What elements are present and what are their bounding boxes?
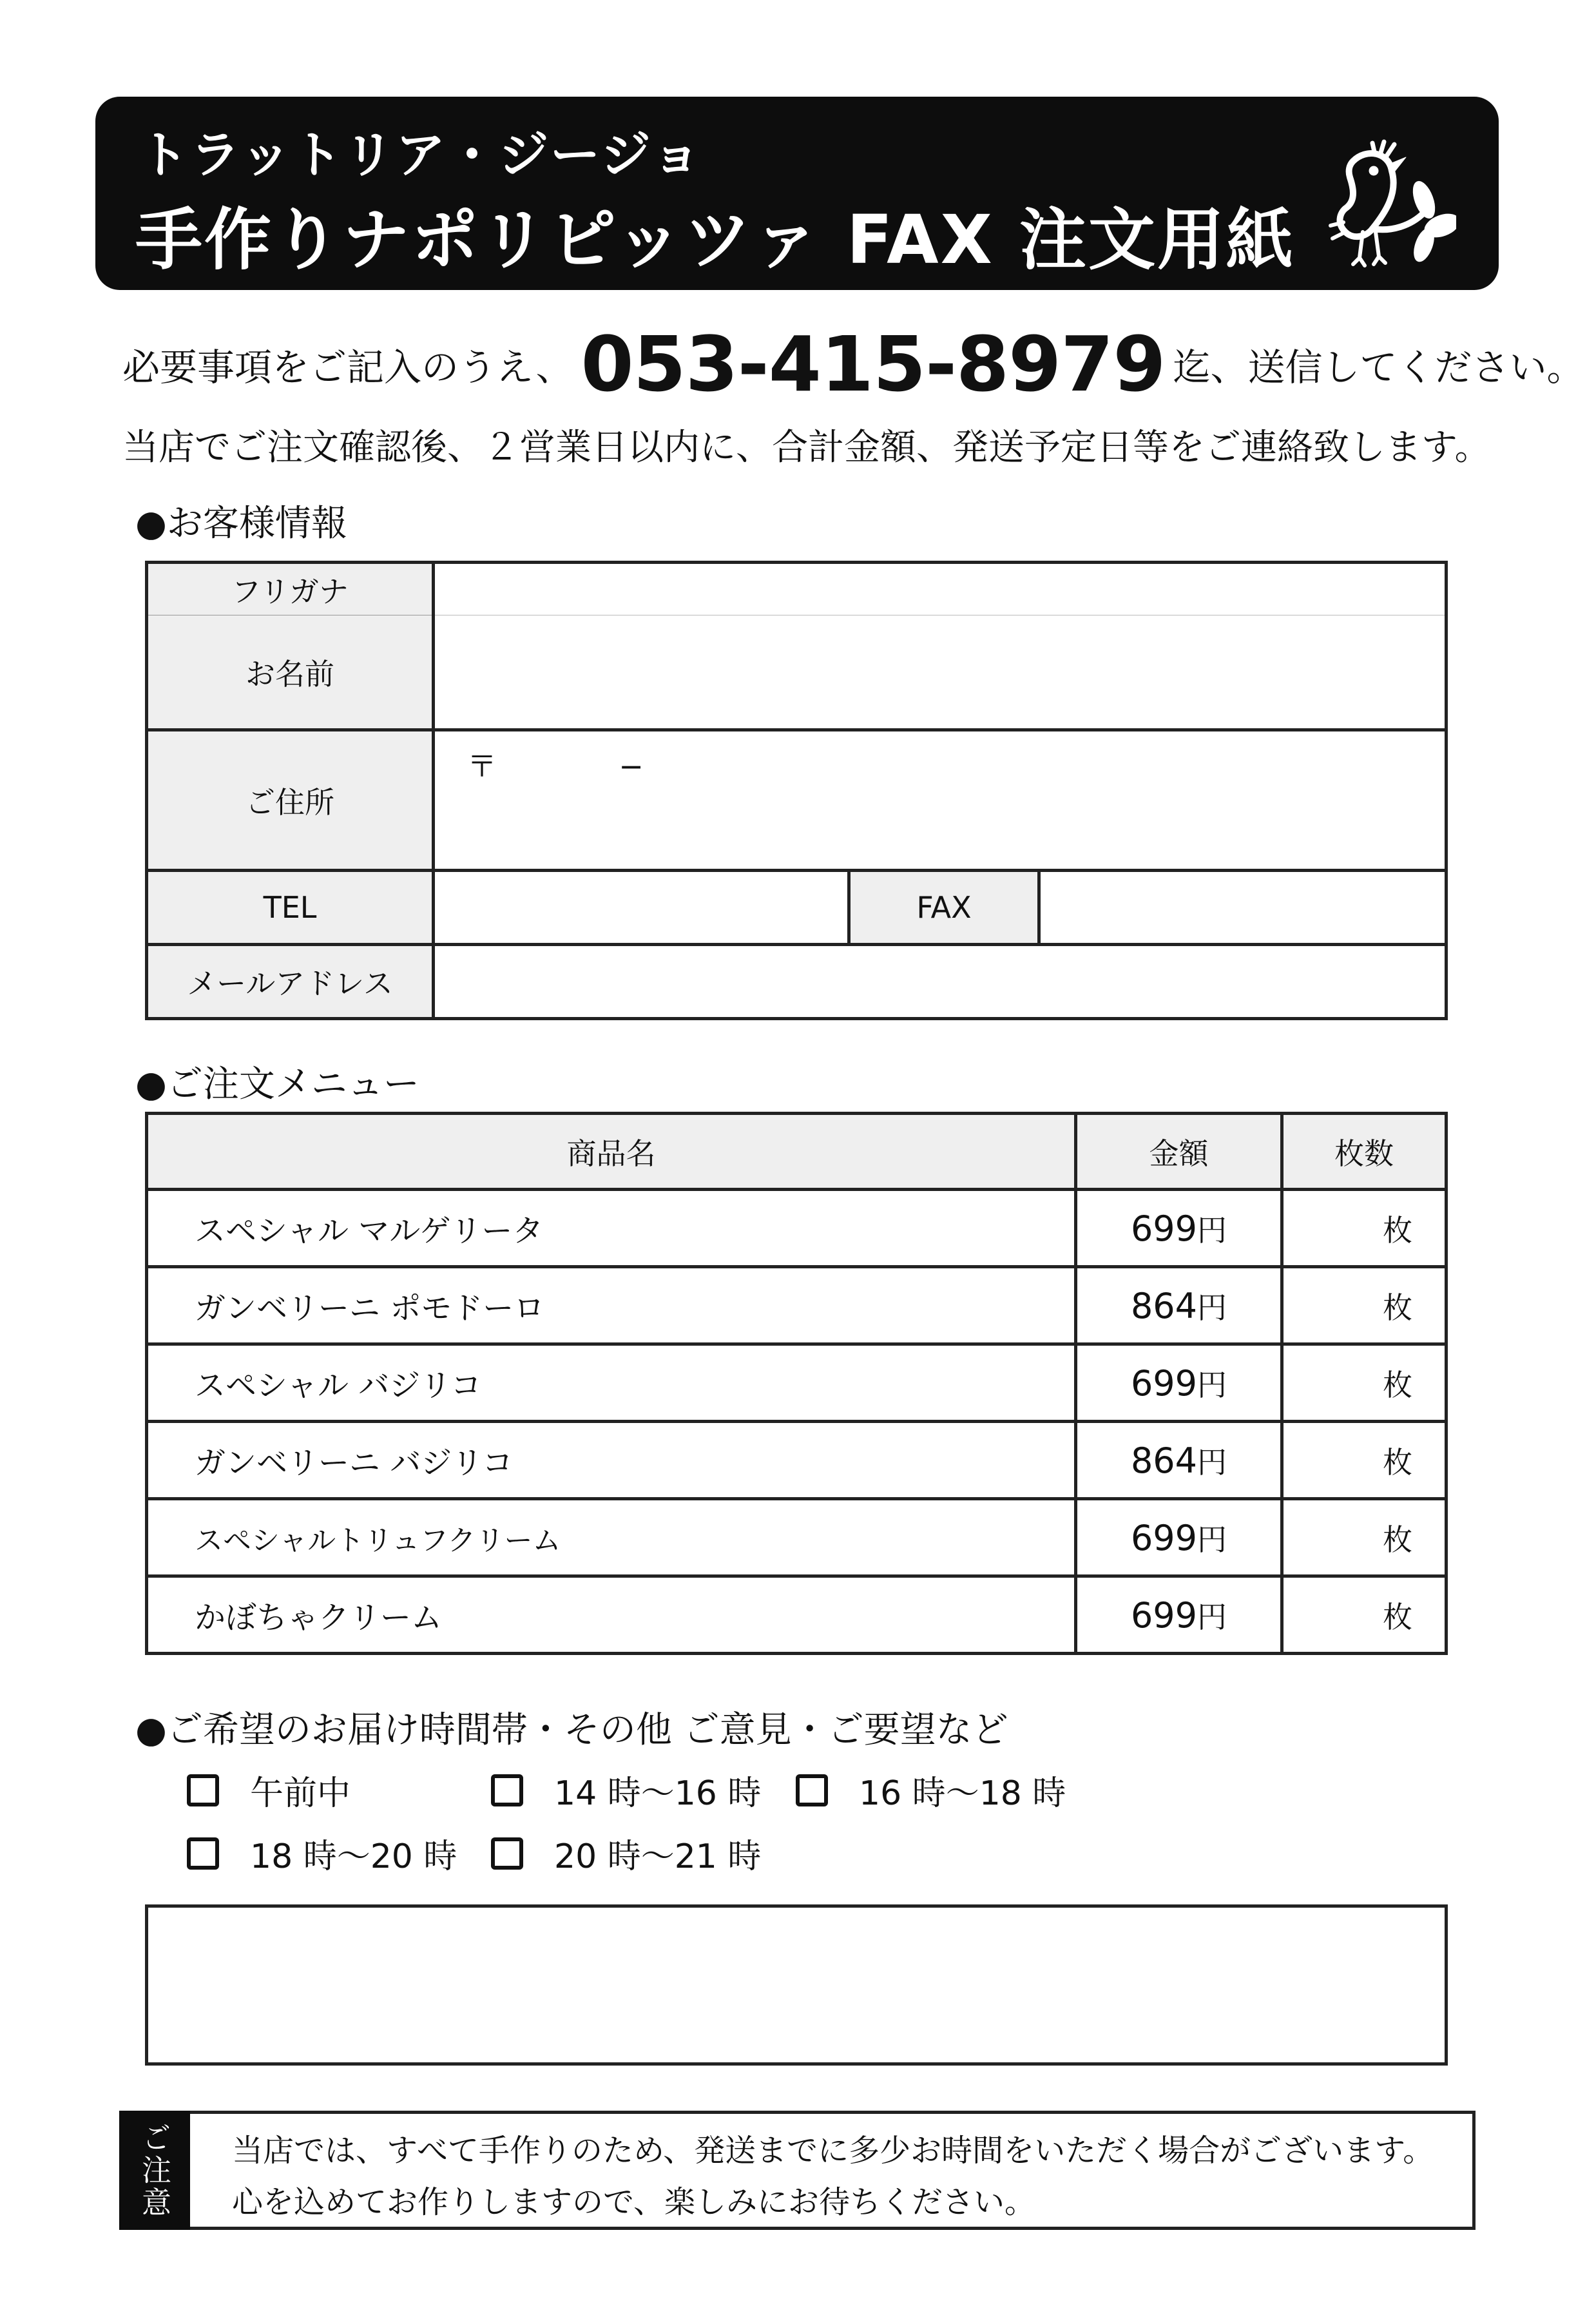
table-row (147, 1190, 1447, 1267)
intro-text-before: 必要事項をご記入のうえ、 (122, 345, 573, 389)
comment-field[interactable] (145, 1904, 1448, 2066)
fax-label: FAX (849, 871, 1039, 945)
bird-logo-icon (1327, 135, 1456, 274)
checkbox[interactable] (491, 1774, 523, 1806)
item-price: 699円 (1076, 1576, 1282, 1654)
item-price: 699円 (1076, 1190, 1282, 1267)
option-label: 午前中 (250, 1774, 351, 1813)
col-header-price: 金額 (1076, 1114, 1282, 1190)
checkbox[interactable] (187, 1774, 219, 1806)
option-label: 20 時〜21 時 (554, 1837, 762, 1876)
postal-dash: − (619, 749, 644, 784)
fax-number: 053-415-8979 (581, 320, 1166, 409)
option-20-21[interactable] (491, 1829, 761, 1877)
intro-line-1 (122, 316, 1584, 412)
intro-line-2: 当店でご注文確認後、２営業日以内に、合計金額、発送予定日等をご連絡致します。 (122, 427, 1491, 469)
col-header-name: 商品名 (147, 1114, 1076, 1190)
notice-line-2: 心を込めてお作りしますので、楽しみにお待ちください。 (232, 2184, 1036, 2220)
customer-section-title: ●お客様情報 (135, 503, 347, 545)
name-field[interactable] (434, 615, 1447, 730)
checkbox[interactable] (187, 1837, 219, 1870)
option-label: 14 時〜16 時 (554, 1774, 762, 1813)
item-name: スペシャルトリュフクリーム (147, 1499, 1076, 1576)
form-title: 手作りナポリピッツァ FAX 注文用紙 (135, 200, 1295, 279)
item-name: ガンベリーニ ポモドーロ (147, 1267, 1076, 1344)
order-table (145, 1112, 1448, 1655)
table-row (147, 1344, 1447, 1422)
fax-field[interactable] (1039, 871, 1447, 945)
item-price: 699円 (1076, 1499, 1282, 1576)
table-row (147, 1499, 1447, 1576)
name-label: お名前 (147, 615, 434, 730)
shop-name: トラットリア・ジージョ (139, 126, 703, 184)
tel-field[interactable] (434, 871, 849, 945)
table-row (147, 1422, 1447, 1499)
postal-mark: 〒 (467, 749, 497, 784)
checkbox[interactable] (796, 1774, 828, 1806)
option-16-18[interactable] (796, 1766, 1066, 1814)
item-qty-field[interactable]: 枚 (1282, 1576, 1447, 1654)
option-label: 18 時〜20 時 (250, 1837, 457, 1876)
item-name: かぼちゃクリーム (147, 1576, 1076, 1654)
table-row (147, 1267, 1447, 1344)
order-table-header (147, 1114, 1447, 1190)
item-qty-field[interactable]: 枚 (1282, 1190, 1447, 1267)
option-18-20[interactable] (187, 1829, 457, 1877)
item-qty-field[interactable]: 枚 (1282, 1267, 1447, 1344)
email-label: メールアドレス (147, 945, 434, 1019)
table-row (147, 1576, 1447, 1654)
item-qty-field[interactable]: 枚 (1282, 1422, 1447, 1499)
checkbox[interactable] (491, 1837, 523, 1870)
item-name: ガンベリーニ バジリコ (147, 1422, 1076, 1499)
item-qty-field[interactable]: 枚 (1282, 1344, 1447, 1422)
col-header-qty: 枚数 (1282, 1114, 1447, 1190)
customer-table (145, 561, 1448, 1020)
delivery-section-title: ●ご希望のお届け時間帯・その他 ご意見・ご要望など (135, 1709, 1008, 1751)
item-name: スペシャル バジリコ (147, 1344, 1076, 1422)
address-field[interactable] (434, 730, 1447, 871)
option-morning[interactable] (187, 1766, 351, 1814)
order-section-title: ●ご注文メニュー (135, 1063, 419, 1105)
notice-tag-text: ご注意 (137, 2122, 172, 2219)
notice-line-1: 当店では、すべて手作りのため、発送までに多少お時間をいただく場合がございます。 (232, 2133, 1434, 2169)
item-price: 699円 (1076, 1344, 1282, 1422)
intro-text-after: 迄、送信してください。 (1173, 345, 1584, 389)
notice-tag (119, 2111, 190, 2230)
item-name: スペシャル マルゲリータ (147, 1190, 1076, 1267)
item-qty-field[interactable]: 枚 (1282, 1499, 1447, 1576)
tel-label: TEL (147, 871, 434, 945)
option-label: 16 時〜18 時 (859, 1774, 1066, 1813)
email-field[interactable] (434, 945, 1447, 1019)
address-label: ご住所 (147, 730, 434, 871)
item-price: 864円 (1076, 1267, 1282, 1344)
item-price: 864円 (1076, 1422, 1282, 1499)
furigana-field[interactable] (434, 563, 1447, 615)
furigana-label: フリガナ (147, 563, 434, 615)
option-14-16[interactable] (491, 1766, 761, 1814)
